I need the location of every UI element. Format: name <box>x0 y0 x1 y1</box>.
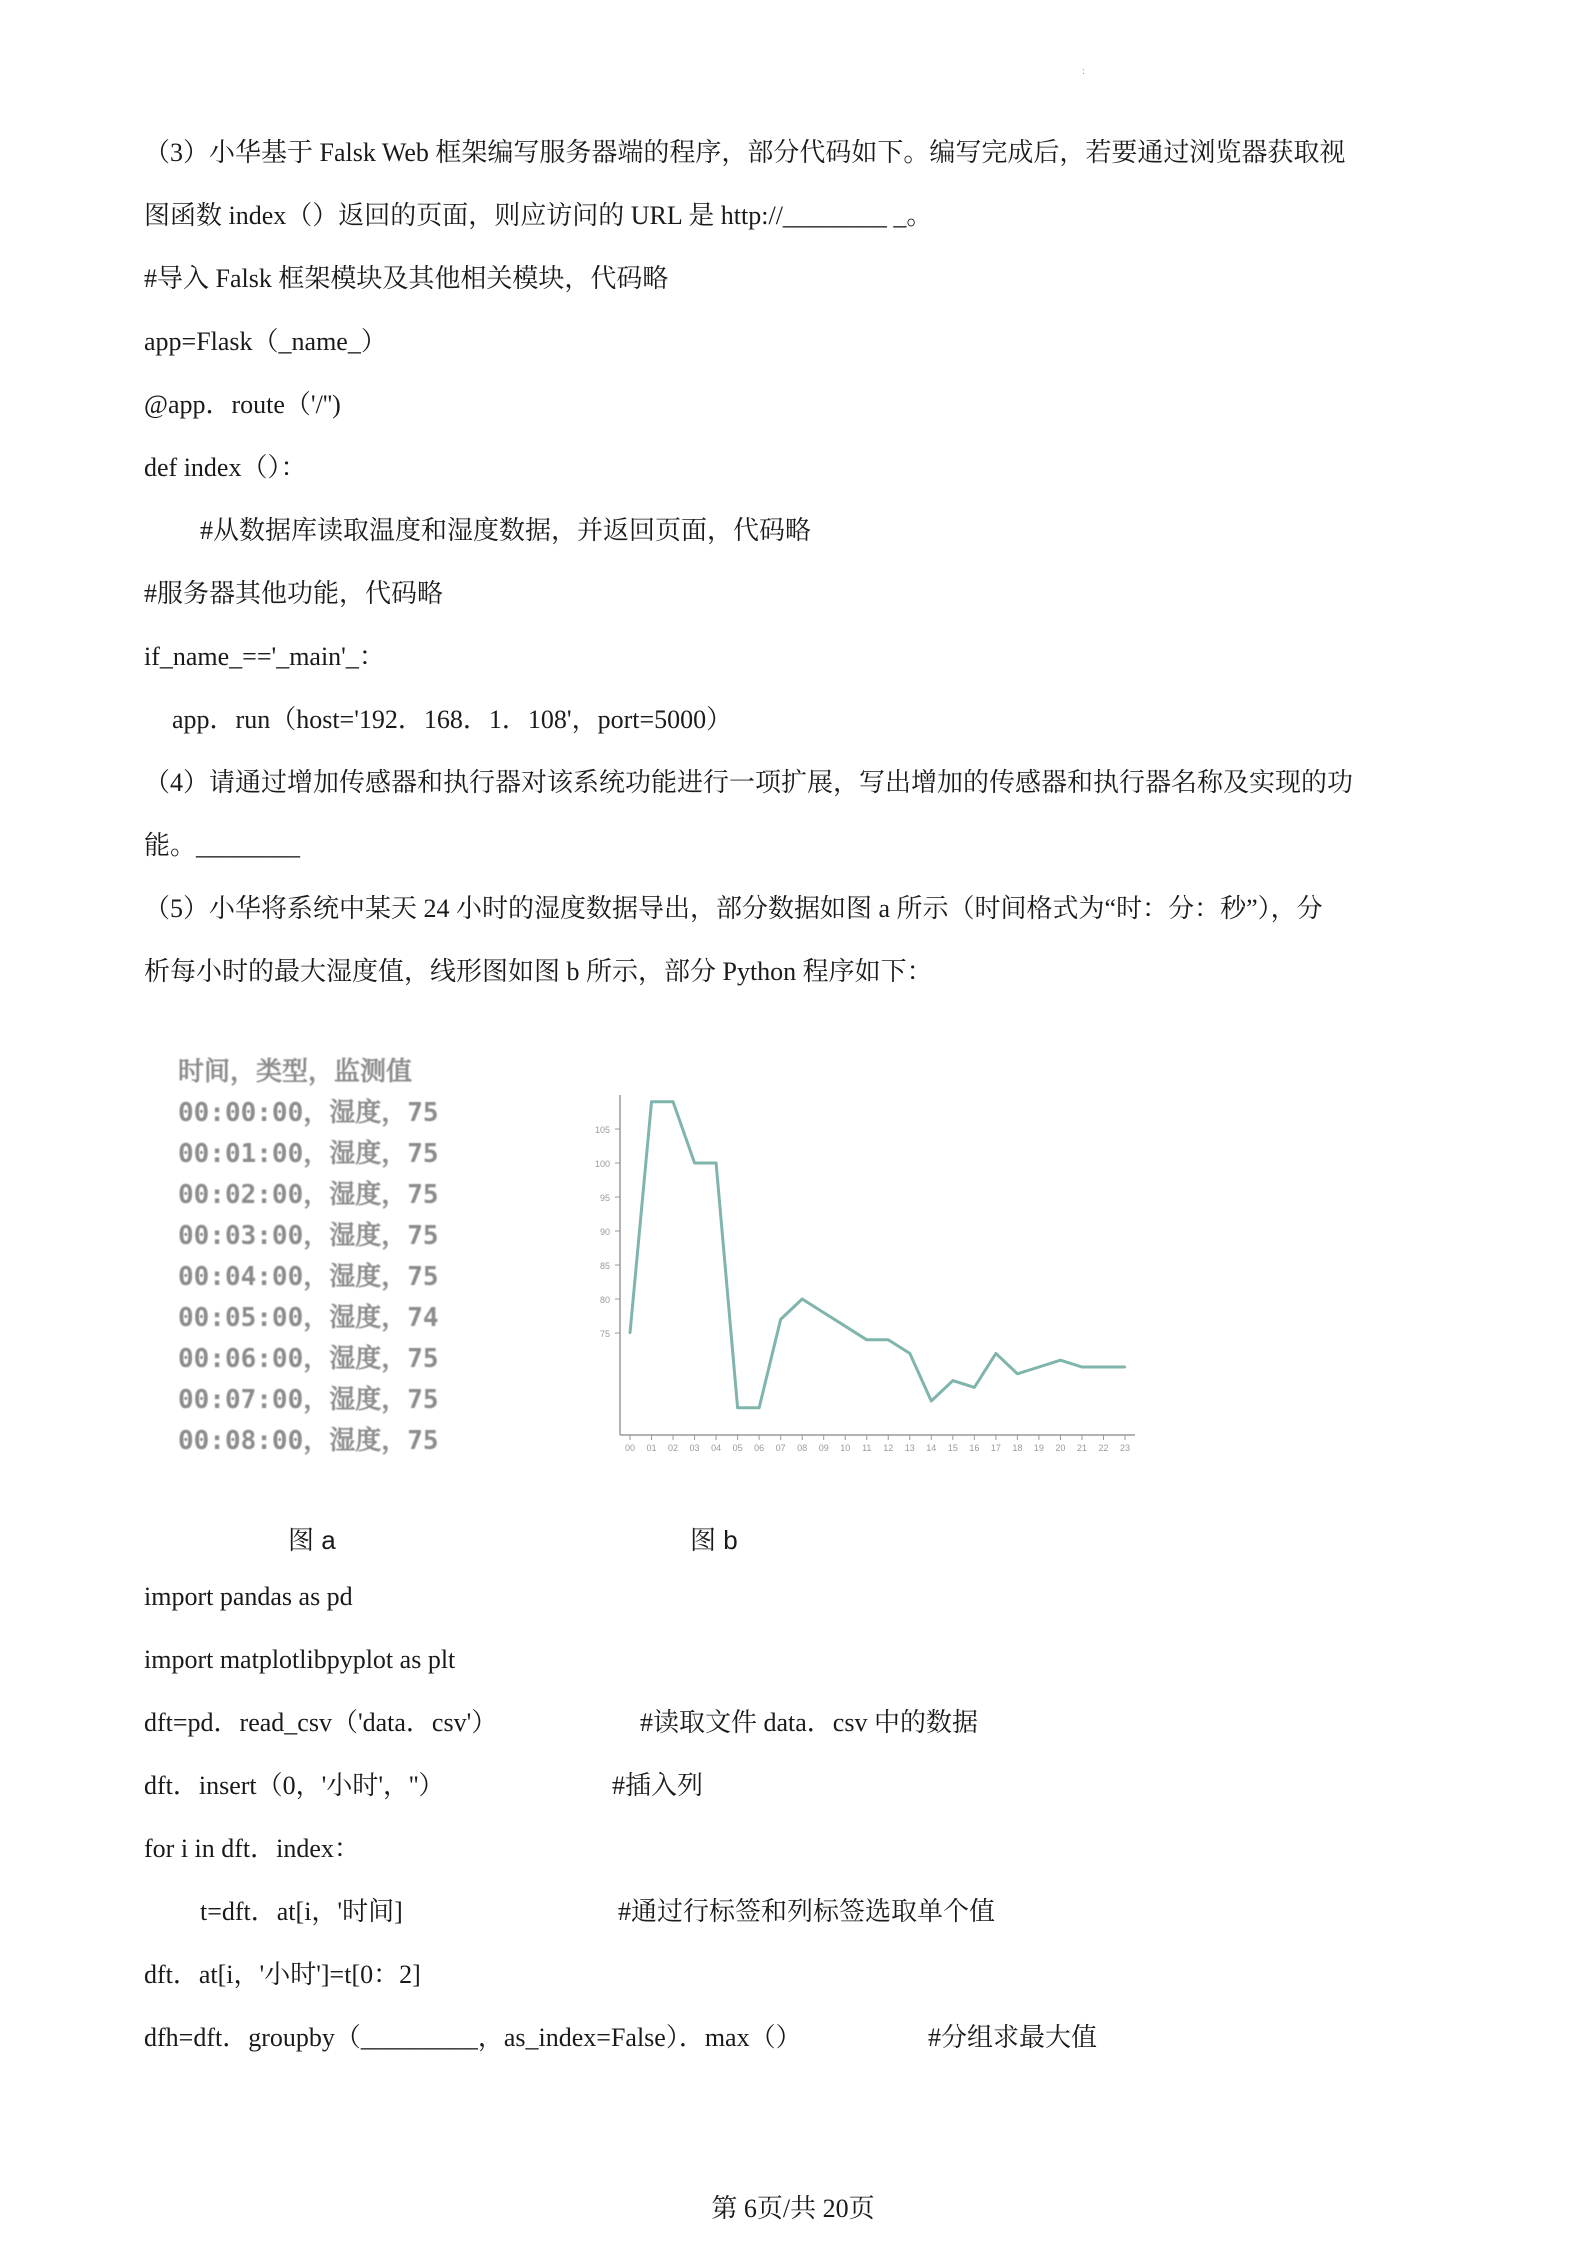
caption-figure-a: 图 a <box>288 1525 336 1555</box>
data-point <box>650 1101 652 1103</box>
figure-a-data-table <box>178 1052 508 1462</box>
x-tick-label: 07 <box>775 1443 786 1453</box>
humidity-series-line <box>630 1102 1125 1408</box>
x-tick-label: 13 <box>904 1443 915 1453</box>
code-import-matplotlib: import matplotlibpyplot as plt <box>144 1645 456 1674</box>
x-tick-label: 18 <box>1012 1443 1023 1453</box>
data-point <box>1081 1366 1083 1368</box>
x-tick-label: 06 <box>754 1443 765 1453</box>
code-read-csv: dft=pd．read_csv（'data．csv'） <box>144 1708 498 1737</box>
code-hour-assign: dft．at[i，'小时']=t[0：2] <box>144 1960 421 1989</box>
x-tick-label: 11 <box>862 1443 872 1453</box>
code-groupby: dfh=dft．groupby（_________，as_index=False）．max（） <box>144 2023 802 2052</box>
question-5-line-1: （5）小华将系统中某天 24 小时的湿度数据导出，部分数据如图 a 所示（时间格式为“时：分：秒”），分 <box>144 894 1323 923</box>
x-tick-label: 12 <box>883 1443 894 1453</box>
data-point <box>887 1339 889 1341</box>
x-tick-label: 21 <box>1076 1443 1087 1453</box>
code-comment-at: #通过行标签和列标签选取单个值 <box>618 1897 996 1926</box>
data-point <box>629 1332 631 1334</box>
figure-a-row: 00:08:00，湿度，75 <box>178 1426 439 1456</box>
figure-a-row: 00:00:00，湿度，75 <box>178 1098 439 1128</box>
x-tick-label: 15 <box>947 1443 958 1453</box>
data-point <box>909 1352 911 1354</box>
figure-b-line-chart <box>560 1050 1140 1470</box>
code-t-assign: t=dft．at[i，'时间] <box>200 1897 403 1926</box>
data-point <box>844 1325 846 1327</box>
x-tick-label: 14 <box>926 1443 937 1453</box>
y-tick-label: 75 <box>599 1329 610 1339</box>
data-point <box>672 1101 674 1103</box>
x-tick-label: 02 <box>668 1443 679 1453</box>
data-point <box>1124 1366 1126 1368</box>
x-tick-label: 01 <box>646 1443 657 1453</box>
x-tick-label: 22 <box>1098 1443 1109 1453</box>
figure-a-row: 00:07:00，湿度，75 <box>178 1385 439 1415</box>
code-def-index: def index（）： <box>144 453 307 482</box>
x-tick-label: 08 <box>797 1443 808 1453</box>
data-point <box>779 1318 781 1320</box>
y-tick-label: 100 <box>594 1159 610 1169</box>
y-tick-label: 80 <box>599 1295 610 1305</box>
code-comment-insert: #插入列 <box>612 1771 704 1800</box>
data-point <box>866 1339 868 1341</box>
question-5-line-2: 析每小时的最大湿度值，线形图如图 b 所示，部分 Python 程序如下： <box>144 957 933 986</box>
code-comment-read-csv: #读取文件 data．csv 中的数据 <box>640 1708 978 1737</box>
data-point <box>693 1162 695 1164</box>
y-tick-label: 95 <box>599 1193 610 1203</box>
code-app-run: app．run（host='192．168．1．108'，port=5000） <box>172 705 733 734</box>
data-point <box>801 1298 803 1300</box>
question-3-line-2: 图函数 index（）返回的页面，则应访问的 URL 是 http://________ _。 <box>144 201 933 230</box>
y-tick-label: 90 <box>599 1227 610 1237</box>
x-tick-label: 20 <box>1055 1443 1066 1453</box>
x-tick-label: 00 <box>624 1443 636 1453</box>
question-3-line-1: （3）小华基于 Falsk Web 框架编写服务器端的程序，部分代码如下。编写完成后，若要通过浏览器获取视 <box>144 138 1346 167</box>
caption-figure-b: 图 b <box>690 1525 738 1555</box>
figure-a-row: 00:03:00，湿度，75 <box>178 1221 439 1251</box>
data-point <box>758 1407 760 1409</box>
data-point <box>1038 1366 1040 1368</box>
data-point <box>1016 1373 1018 1375</box>
code-comment-server: #服务器其他功能，代码略 <box>144 579 444 608</box>
figure-a-row: 00:02:00，湿度，75 <box>178 1180 439 1210</box>
code-insert: dft．insert（0，'小时'，''） <box>144 1771 445 1800</box>
page-footer: 第 6页/共 20页 <box>711 2194 875 2223</box>
code-comment-read-db: #从数据库读取温度和湿度数据，并返回页面，代码略 <box>200 516 812 545</box>
data-point <box>715 1162 717 1164</box>
corner-mark: : <box>1082 66 1085 77</box>
data-point <box>930 1400 932 1402</box>
figure-a-row: 00:04:00，湿度，75 <box>178 1262 439 1292</box>
figure-a-row: 00:01:00，湿度，75 <box>178 1139 439 1169</box>
x-tick-label: 05 <box>732 1443 743 1453</box>
data-point <box>1102 1366 1104 1368</box>
y-tick-label: 85 <box>599 1261 610 1271</box>
code-for-loop: for i in dft．index： <box>144 1834 360 1863</box>
data-point <box>736 1407 738 1409</box>
x-tick-label: 03 <box>689 1443 700 1453</box>
code-app-flask: app=Flask（_name_） <box>144 327 387 356</box>
y-tick-label: 105 <box>594 1125 610 1135</box>
data-point <box>973 1386 975 1388</box>
code-comment-groupby: #分组求最大值 <box>928 2023 1098 2052</box>
x-tick-label: 09 <box>818 1443 829 1453</box>
x-tick-label: 17 <box>990 1443 1001 1453</box>
figure-a-row: 00:06:00，湿度，75 <box>178 1344 439 1374</box>
data-point <box>995 1352 997 1354</box>
data-point <box>952 1379 954 1381</box>
figure-a-header: 时间，类型，监测值 <box>178 1057 413 1087</box>
x-tick-label: 23 <box>1119 1443 1131 1453</box>
question-4-line-1: （4）请通过增加传感器和执行器对该系统功能进行一项扩展，写出增加的传感器和执行器名称及实现的功 <box>144 768 1354 797</box>
data-point <box>822 1311 824 1313</box>
code-import-pandas: import pandas as pd <box>144 1582 353 1611</box>
code-comment-import: #导入 Falsk 框架模块及其他相关模块，代码略 <box>144 264 669 293</box>
question-4-line-2: 能。________ <box>144 831 301 860</box>
code-if-main: if_name_=='_main'_： <box>144 642 385 671</box>
figure-a-row: 00:05:00，湿度，74 <box>178 1303 439 1333</box>
x-tick-label: 16 <box>969 1443 980 1453</box>
code-route: @app．route（'/'') <box>144 390 341 419</box>
x-tick-label: 04 <box>711 1443 722 1453</box>
x-tick-label: 19 <box>1033 1443 1044 1453</box>
data-point <box>1059 1359 1061 1361</box>
x-tick-label: 10 <box>840 1443 851 1453</box>
